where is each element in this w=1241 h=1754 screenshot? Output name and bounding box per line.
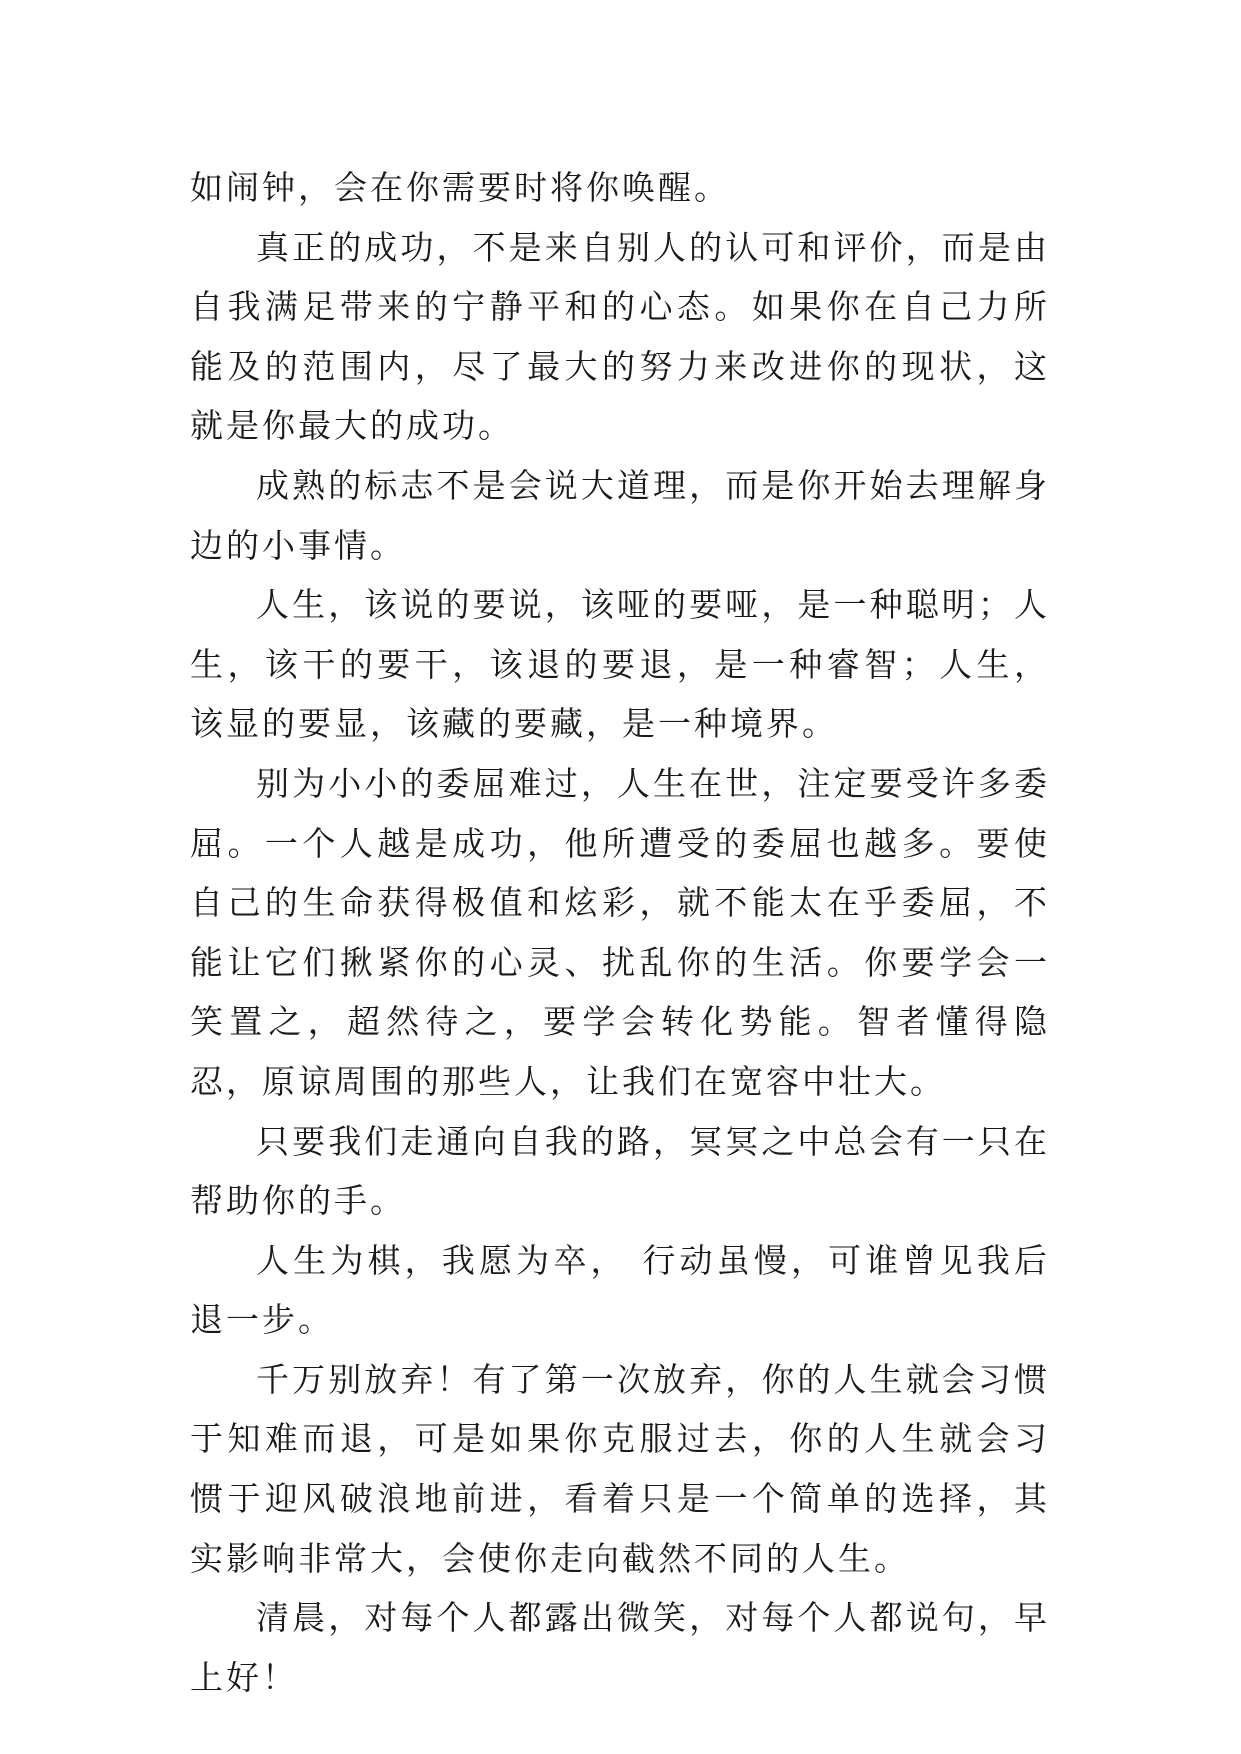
paragraph-3: 成熟的标志不是会说大道理，而是你开始去理解身边的小事情。: [190, 465, 1050, 565]
paragraph-7: 人生为棋，我愿为卒， 行动虽慢，可谁曾见我后退一步。: [190, 1240, 1050, 1340]
paragraph-6: 只要我们走通向自我的路，冥冥之中总会有一只在帮助你的手。: [190, 1121, 1050, 1221]
paragraph-1: 如闹钟，会在你需要时将你唤醒。: [190, 168, 730, 207]
paragraph-2: 真正的成功，不是来自别人的认可和评价，而是由自我满足带来的宁静平和的心态。如果你在自己力所能及的范围内，尽了最大的努力来改进你的现状，这就是你最大的成功。: [190, 227, 1050, 446]
paragraph-9: 清晨，对每个人都露出微笑，对每个人都说句，早上好！: [190, 1598, 1050, 1697]
paragraph-8: 千万别放弃！有了第一次放弃，你的人生就会习惯于知难而退，可是如果你克服过去，你的人生就会习惯于迎风破浪地前进，看着只是一个简单的选择，其实影响非常大，会使你走向截然不同的人生。: [190, 1359, 1050, 1578]
paragraph-4: 人生，该说的要说，该哑的要哑，是一种聪明；人生，该干的要干，该退的要退，是一种睿智；人生，该显的要显，该藏的要藏，是一种境界。: [190, 585, 1050, 744]
body-text: [190, 158, 1050, 1707]
paragraph-5: 别为小小的委屈难过，人生在世，注定要受许多委屈。一个人越是成功，他所遭受的委屈也越多。要使自己的生命获得极值和炫彩，就不能太在乎委屈，不能让它们揪紧你的心灵、扰乱你的生活。你要学会一笑置之，超然待之，要学会转化势能。智者懂得隐忍，原谅周围的那些人，让我们在宽容中壮大。: [190, 763, 1050, 1101]
